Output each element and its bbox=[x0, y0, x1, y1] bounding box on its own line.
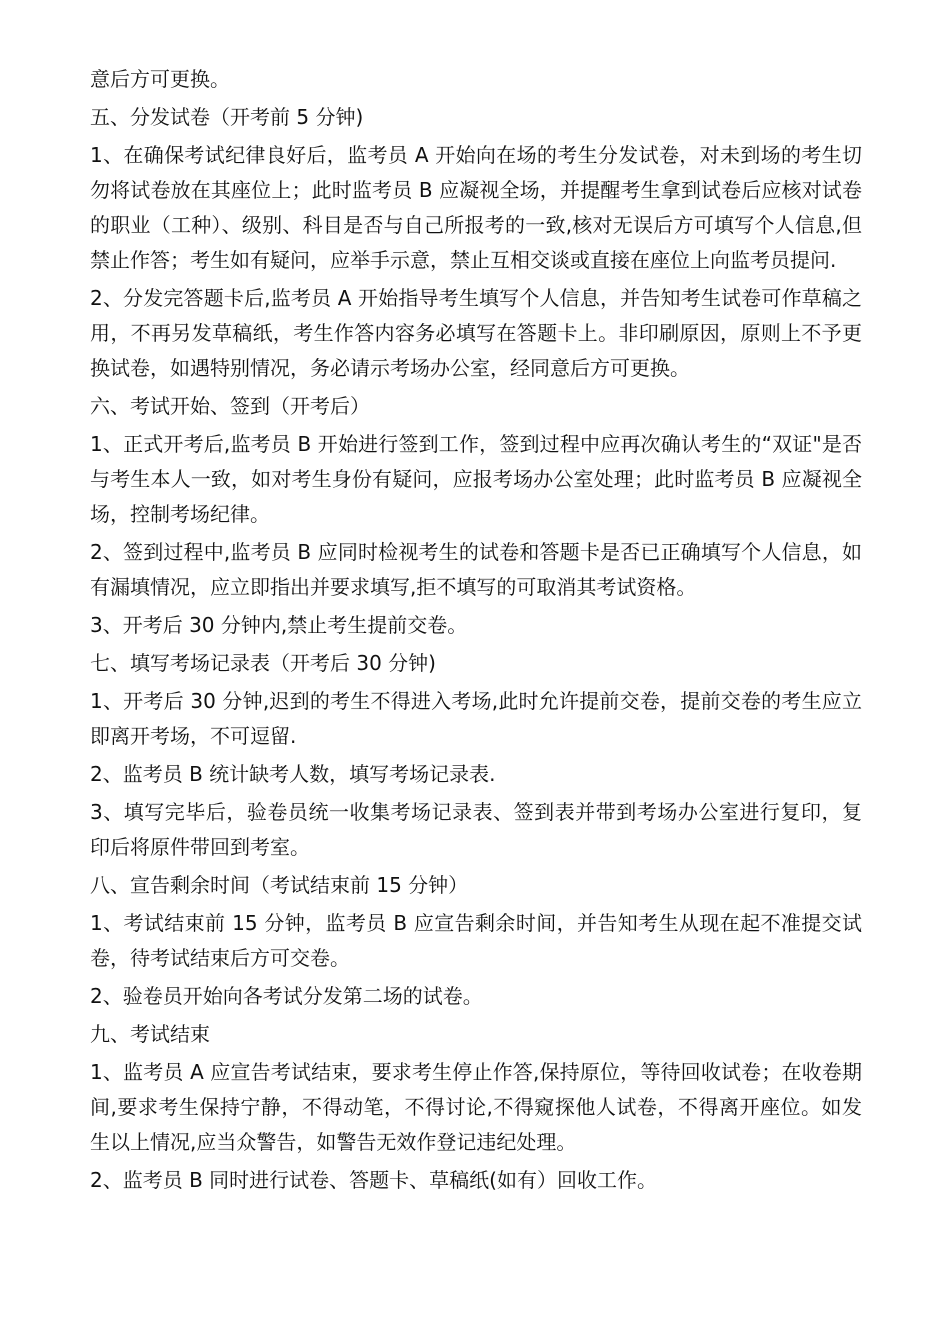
paragraph: 2、监考员 B 同时进行试卷、答题卡、草稿纸(如有）回收工作。 bbox=[90, 1168, 657, 1192]
section-heading-5: 五、分发试卷（开考前 5 分钟) bbox=[90, 105, 364, 129]
section-heading-7: 七、填写考场记录表（开考后 30 分钟) bbox=[90, 651, 436, 675]
section-heading-9: 九、考试结束 bbox=[90, 1022, 210, 1046]
paragraph: 1、在确保考试纪律良好后，监考员 A 开始向在场的考生分发试卷，对未到场的考生切勿将试卷放在其座位上；此时监考员 B 应凝视全场，并提醒考生拿到试卷后应核对试卷的职业（工种）、级别、科目是否与自己所报考的一致,核对无误后方可填写个人信息,但禁止作答；考生如有疑问，应举手示意，禁止互相交谈或直接在座位上向监考员提问. bbox=[90, 143, 862, 272]
paragraph: 1、监考员 A 应宣告考试结束，要求考生停止作答,保持原位，等待回收试卷；在收卷期间,要求考生保持宁静，不得动笔，不得讨论,不得窥探他人试卷，不得离开座位。如发生以上情况,应当众警告，如警告无效作登记违纪处理。 bbox=[90, 1060, 862, 1154]
section-heading-8: 八、宣告剩余时间（考试结束前 15 分钟） bbox=[90, 873, 469, 897]
paragraph: 2、分发完答题卡后,监考员 A 开始指导考生填写个人信息，并告知考生试卷可作草稿之用，不再另发草稿纸，考生作答内容务必填写在答题卡上。非印刷原因，原则上不予更换试卷，如遇特别情况，务必请示考场办公室，经同意后方可更换。 bbox=[90, 286, 862, 380]
paragraph: 2、验卷员开始向各考试分发第二场的试卷。 bbox=[90, 984, 483, 1008]
paragraph: 1、开考后 30 分钟,迟到的考生不得进入考场,此时允许提前交卷，提前交卷的考生应立即离开考场，不可逗留. bbox=[90, 689, 862, 748]
section-heading-6: 六、考试开始、签到（开考后） bbox=[90, 394, 370, 418]
paragraph: 1、正式开考后,监考员 B 开始进行签到工作，签到过程中应再次确认考生的“双证"是否与考生本人一致，如对考生身份有疑问，应报考场办公室处理；此时监考员 B 应凝视全场，控制考场纪律。 bbox=[90, 432, 862, 526]
paragraph-continuation: 意后方可更换。 bbox=[90, 67, 230, 91]
paragraph: 3、开考后 30 分钟内,禁止考生提前交卷。 bbox=[90, 613, 468, 637]
document-body bbox=[90, 62, 862, 1201]
paragraph: 2、监考员 B 统计缺考人数，填写考场记录表. bbox=[90, 762, 496, 786]
paragraph: 2、签到过程中,监考员 B 应同时检视考生的试卷和答题卡是否已正确填写个人信息，如有漏填情况，应立即指出并要求填写,拒不填写的可取消其考试资格。 bbox=[90, 540, 862, 599]
paragraph: 1、考试结束前 15 分钟，监考员 B 应宣告剩余时间，并告知考生从现在起不准提交试卷，待考试结束后方可交卷。 bbox=[90, 911, 862, 970]
paragraph: 3、填写完毕后，验卷员统一收集考场记录表、签到表并带到考场办公室进行复印，复印后将原件带回到考室。 bbox=[90, 800, 862, 859]
